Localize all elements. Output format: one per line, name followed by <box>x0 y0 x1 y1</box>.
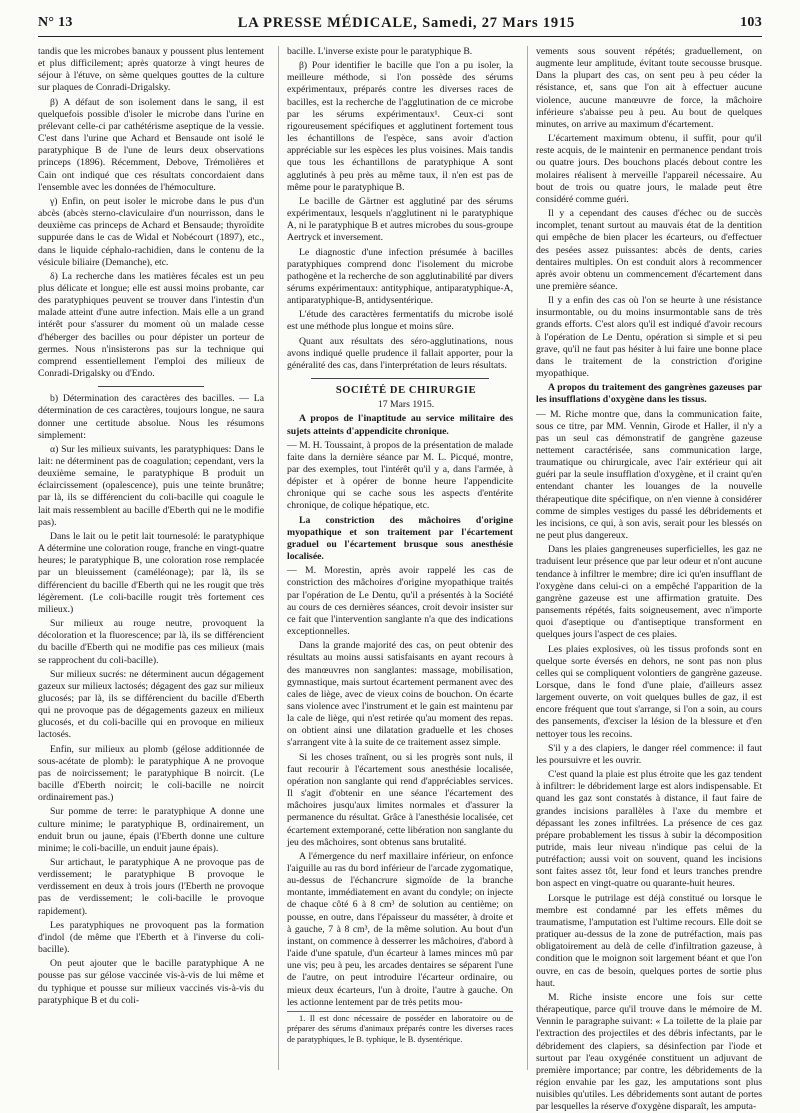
paragraph: Enfin, sur milieux au plomb (gélose additionnée de sous-acétate de plomb): le paratyphique A ne provoque pas de noircissement; le paratyphique B noircit. (Le bacille d'Eberth noircit; le coli-bacille ne noircit ordinairement pas.) <box>38 743 264 804</box>
paragraph: S'il y a des clapiers, le danger réel commence: il faut les poursuivre et les ouvrir. <box>536 742 762 766</box>
paragraph: Sur artichaut, le paratyphique A ne provoque pas de verdissement; le paratyphique B provoque le verdissement en deux à trois jours (l'Eberth ne provoque pas de verdissement; le coli-bacille le provoque rapidement). <box>38 857 264 917</box>
page-header <box>38 10 762 37</box>
paragraph: Dans la grande majorité des cas, on peut obtenir des résultats au moins aussi satisfaisants en ayant recours à des manœuvres non sanglantes: massage, mobilisation, gymnastique, mais surtout écartement permanent avec des cales de liège, avec de vieux coins de bouchon. On écarte sans violence avec l'instrument et le gain est maintenu par la cale de liège, qui n'est retirée qu'au moment des repas. on obtient ainsi une dilatation graduelle et les choses s'arrangent vite à la suite de ce traitement assez simple. <box>287 640 513 749</box>
paragraph: Sur milieux sucrés: ne déterminent aucun dégagement gazeux sur milieux lactosés; dégagent des gaz sur milieux glucosés; par là, ils se différencient du bacille d'Eberth qui ne provoque pas de dégagements gazeux en milieux glucosés, et du coli-bacille qui en provoque en milieux lactosés. <box>38 668 264 741</box>
paragraph: Il y a cependant des causes d'échec ou de succès incomplet, tenant surtout au mauvais état de la dentition qui empêche de bien placer les écarteurs, ou d'effectuer des pesées assez puissantes: abcès de dents, caries dentaires multiples. On est conduit alors à recommencer après avoir obtenu un commencement d'écartement dans une première séance. <box>536 208 762 292</box>
issue-number: N° 13 <box>38 15 73 30</box>
paragraph: Quant aux résultats des séro-agglutinations, nous avons indiqué quelle prudence il fallait apporter, pour la généralité des cas, dans l'interprétation de leurs résultats. <box>287 335 513 371</box>
article-title: A propos du traitement des gangrènes gazeuses par les insufflations d'oxygène dans les tissus. <box>536 382 762 406</box>
paragraph: b) Détermination des caractères des bacilles. — La détermination de ces caractères, toujours longue, ne saura donner une certitude absolue. Nous les résumons simplement: <box>38 393 264 441</box>
paragraph: tandis que les microbes banaux y poussent plus lentement et plus difficilement; après quatorze à vingt heures de séjour à l'étuve, on sème quelques gouttes de la culture sur plaques de Conradi-Drigalsky. <box>38 46 264 94</box>
paragraph: Lorsque le putrilage est déjà constitué ou lorsque le membre est condamné par les effets mêmes du traumatisme, l'amputation est l'ultime recours. Elle doit se pratiquer au-dessus de la zone de putréfaction, mais pas obligatoirement au delà de celle d'infiltration gazeuse, à condition que le moignon soit largement béant et que l'on ouvre, en cas de besoin, quelques portes de sortie plus haut. <box>536 892 762 989</box>
paragraph: A l'émergence du nerf maxillaire inférieur, on enfonce l'aiguille au ras du bord inférieur de l'arcade zygomatique, au-dessus de l'échancrure sigmoïde de la branche montante, immédiatement en avant du condyle; on injecte de chaque côté 6 à 8 cm³ de solution au centième; on pousse, en outre, dans l'épaisseur du masséter, à droite et à gauche, 7 à 8 cm³, de la même solution. Au bout d'un instant, on commence à desserrer les mâchoires, d'abord à l'aide d'une spatule, d'un écarteur à lames minces mû par une vis; peu à peu, les arcades dentaires se séparent l'une de l'autre, on peut introduire l'écarteur ordinaire, ou mieux deux écarteurs, l'un à droite, l'autre à gauche. On les actionne lentement par de très petits mou- <box>287 850 513 1008</box>
text-columns <box>38 46 762 1113</box>
paragraph: α) Sur les milieux suivants, les paratyphiques: Dans le lait: ne déterminent pas de coagulation; cependant, vers la deuxième semaine, le paratyphique B produit un éclaircissement (opalescence), puis une teinte brunâtre; par là, ils se différencient du coli-bacille qui coagule le lait mais ressemblent au bacille d'Eberth qui ne le modifie pas). <box>38 443 264 528</box>
paragraph: On peut ajouter que le bacille paratyphique A ne pousse pas sur gélose vaccinée vis-à-vis de lui même et du typhique et pousse sur milieux vaccinés vis-à-vis du paratyphique B et du coli- <box>38 958 264 1006</box>
paragraph: vements sous souvent répétés; graduellement, on augmente leur amplitude, évitant toute secousse brusque. Dans la plupart des cas, on sent peu à peu céder la résistance, et, sans que l'on ait à effectuer aucune violence, aucune manœuvre de force, la mâchoire inférieure s'abaisse peu à peu. Au bout de quelques minutes, on arrive au maximum d'écartement. <box>536 46 762 130</box>
article-title: A propos de l'inaptitude au service militaire des sujets atteints d'appendicite chronique. <box>287 413 513 437</box>
paragraph: Sur pomme de terre: le paratyphique A donne une culture minime; le paratyphique B, ordinairement, un enduit brun ou jaune, épais (l'Eberth donne une culture minime; le coli-bacille, un enduit jaune épais). <box>38 806 264 854</box>
column-3 <box>527 46 762 1113</box>
paragraph: Dans les plaies gangreneuses superficielles, les gaz ne traduisent leur présence que par leur odeur et n'ont aucune tendance à infiltrer le membre; dire ici qu'en insufflant de l'oxygène dans celui-ci on a empêché l'apparition de la gangrène gazeuse est une affirmation gratuite. Des pansements répétés, faits soigneusement, avec n'importe quoi d'aseptique ou d'antiseptique transforment en quelques jours l'aspect de ces plaies. <box>536 544 762 641</box>
page-number: 103 <box>740 15 762 30</box>
paragraph: — M. Riche montre que, dans la communication faite, sous ce titre, par MM. Vennin, Girode et Haller, il n'y a pas un seul cas démonstratif de gangrène gazeuse nettement caractérisée, sans communication large, traumatique ou chirurgicale, avec l'air extérieur qui ait guéri par la seule insufflation d'oxygène, et il craint qu'en entendant chanter les louanges de la nouvelle thérapeutique dite spécifique, on n'en vienne à considérer comme de simples vestiges du passé les débridements et les incisions, ce qui, à son avis, serait pour les blessés on ne peut plus dangereux. <box>536 408 762 542</box>
divider <box>311 378 489 379</box>
paragraph: Dans le lait ou le petit lait tournesolé: le paratyphique A détermine une coloration rouge, franche en vingt-quatre heures; le paratyphique B, une coloration rose remplacée par un bleuissement (caméléonage); par là, ils se différencient du bacille d'Eberth qui ne les rougit que très légèrement. (Le coli-bacille rougit très fortement ces milieux.) <box>38 530 264 615</box>
paragraph: β) A défaut de son isolement dans le sang, il est quelquefois possible d'isoler le microbe dans l'urine en prélevant celle-ci par cathétérisme aseptique de la vessie. C'est dans l'urine que Achard et Bensaude ont isolé le paratyphique B de l'une de leurs deux observations princeps (1896). Récemment, Debove, Trémolières et Cain ont indiqué que ces résultats concordaient dans l'ensemble avec les données de l'hémoculture. <box>38 96 264 193</box>
paragraph: Le diagnostic d'une infection présumée à bacilles paratyphiques comprend donc l'isolement du microbe pathogène et la recherche de son agglutinabilité par divers sérums expérimentaux: antityphique, antiparatyphique-A, antiparatyphique-B, antidysentérique. <box>287 246 513 307</box>
paragraph: Si les choses traînent, ou si les progrès sont nuls, il faut recourir à l'écartement sous anesthésie localisée, opération non sanglante qui rend d'appréciables services. Il s'agit d'obtenir en une séance l'écartement des mâchoires jusqu'aux limites normales et d'assurer la permanence du résultat. Grâce à l'anesthésie localisée, cet écartement extemporané, cette libération non sanglante du jeu des mâchoires, sont obtenus sans brutalité. <box>287 751 513 848</box>
column-1 <box>38 46 264 1070</box>
paragraph: — M. H. Toussaint, à propos de la présentation de malade faite dans la dernière séance par M. L. Picqué, montre, par des exemples, tout l'intérêt qu'il y a, dans l'armée, à dépister et à opérer de bonne heure l'appendicite chronique qui se cache sous les aspects d'entérite chronique, de colique hépatique, etc. <box>287 439 513 512</box>
paragraph: M. Riche insiste encore une fois sur cette thérapeutique, parce qu'il trouve dans le mémoire de M. Vennin le paragraphe suivant: « La toilette de la plaie par l'extraction des projectiles et des débris infectants, par le débridement des clapiers, sa désinfection par l'iode et surtout par l'eau oxygénée constituent un adjuvant de première importance; par contre, les débridements de la région envahie par les gaz, les amputations sont plus nuisibles qu'utiles. Les débridements sont autant de portes par lesquelles la réserve d'oxygène disparaît, les amputa- <box>536 991 762 1113</box>
paragraph: Il y a enfin des cas où l'on se heurte à une résistance insurmontable, ou du moins insurmontable sans de très grands efforts. C'est alors qu'il est indiqué d'avoir recours à l'opération de Le Dentu, opération si simple et si peu grave, qu'il ne faut pas hésiter à lui faire une bonne place dans le traitement de la constriction d'origine myopathique. <box>536 295 762 380</box>
footnote: 1. Il est donc nécessaire de posséder en laboratoire ou de préparer des sérums d'animaux préparés contre les diverses races de paratyphiques, le B. typhique, le B. dysentérique. <box>287 1011 513 1045</box>
paragraph: bacille. L'inverse existe pour le paratyphique B. <box>287 46 473 57</box>
divider <box>98 386 204 387</box>
article-title: La constriction des mâchoires d'origine myopathique et son traitement par l'écartement graduel ou l'écartement brusque sous anesthésie localisée. <box>287 514 513 563</box>
paragraph: L'étude des caractères fermentatifs du microbe isolé est une méthode plus longue et moins sûre. <box>287 309 513 333</box>
paragraph: γ) Enfin, on peut isoler le microbe dans le pus d'un abcès (abcès sterno-claviculaire d'un nourrisson, dans le deuxième cas princeps de Achard et Bensaude; thyroïdite suppurée dans le cas de Widal et Nobécourt (1897), etc., dans le liquide céphalo-rachidien, dans le contenu de la vésicule biliaire (Demanche), etc. <box>38 195 264 268</box>
paragraph: δ) La recherche dans les matières fécales est un peu plus délicate et longue; elle est aussi moins probante, car des paratyphiques peuvent se trouver dans l'intestin d'un malade atteint d'une autre infection. Mais elle a un grand intérêt pour s'assurer du moment où un malade cesse d'héberger des bacilles ou pour dépister un porteur de germes. Nous n'insisterons pas sur la technique qui comprend essentiellement l'emploi des milieux de Conradi-Drigalsky ou d'Endo. <box>38 270 264 380</box>
section-title: SOCIÉTÉ DE CHIRURGIE <box>335 385 477 397</box>
paragraph: Sur milieux au rouge neutre, provoquent la décoloration et la fluorescence; par là, ils se différencient du bacille d'Eberth qui ne modifie pas ces milieux (mais se rapprochent du coli-bacille). <box>38 618 264 666</box>
paragraph: C'est quand la plaie est plus étroite que les gaz tendent à infiltrer: le débridement large est alors indispensable. Et quand les gaz sont constatés à distance, il faut faire de grandes incisions parallèles à l'axe du membre et dépassant les zones infiltrées. La présence de ces gaz prépare probablement les tissus à subir la décomposition putride, mais leur niveau n'indique pas celui de la putréfaction; aussi voit on souvent, quand les incisions sont faites assez tôt, leur fond et leurs tranches prendre bon aspect en vingt-quatre ou quarante-huit heures. <box>536 769 762 890</box>
column-2 <box>278 46 513 1070</box>
paragraph: Le bacille de Gärtner est agglutiné par des sérums expérimentaux, lesquels n'agglutinent ni le paratyphique A, ni le paratyphique B et autres microbes du sous-groupe Aertryck et inversement. <box>287 195 513 244</box>
journal-title: LA PRESSE MÉDICALE, Samedi, 27 Mars 1915 <box>237 14 576 31</box>
paragraph: — M. Morestin, après avoir rappelé les cas de constriction des mâchoires d'origine myopathique traités par l'opération de Le Dentu, qu'il a présentés à la Société au cours de ces dernières séances, croit devoir insister sur ce fait que l'intervention sanglante n'a que des indications exceptionnelles. <box>287 565 513 638</box>
paragraph: L'écartement maximum obtenu, il suffit, pour qu'il reste acquis, de le maintenir en permanence pendant trois ou quatre jours. Des bouchons placés debout contre les molaires réalisent à merveille l'appareil nécessaire. Au bout de trois ou quatre jours, le malade peut être considéré comme guéri. <box>536 133 762 205</box>
paragraph: Les paratyphiques ne provoquent pas la formation d'indol (de même que l'Eberth et à l'inverse du coli-bacille). <box>38 919 264 956</box>
section-date: 17 Mars 1915. <box>377 399 435 411</box>
paragraph: Les plaies explosives, où les tissus profonds sont en quelque sorte éversés en dehors, ne sont pas non plus celles qui se compliquent volontiers de gangrène gazeuse. Lorsque, dans le fond d'une plaie, d'ailleurs assez largement ouverte, on voit quelques bulles de gaz, il est encore fréquent que tout s'arrange, si l'on a soin, au cours des pansements, d'exciser la lésion de la blessure et d'en nettoyer tous les recoins. <box>536 643 762 740</box>
paragraph: β) Pour identifier le bacille que l'on a pu isoler, la meilleure méthode, si l'on possède des sérums expérimentaux, préparés contre les diverses races de bacilles, est la recherche de l'agglutination de ce microbe par les sérums expérimentaux¹. Ceux-ci sont rigoureusement spécifiques et agglutinent fortement tous les échantillons de l'espèce, sans avoir d'action appréciable sur les espèces les plus voisines. Mais tandis que tous les échantillons de paratyphique A sont agglutinés à peu près au même taux, il n'en est pas de même pour le paratyphique B. <box>287 60 513 193</box>
